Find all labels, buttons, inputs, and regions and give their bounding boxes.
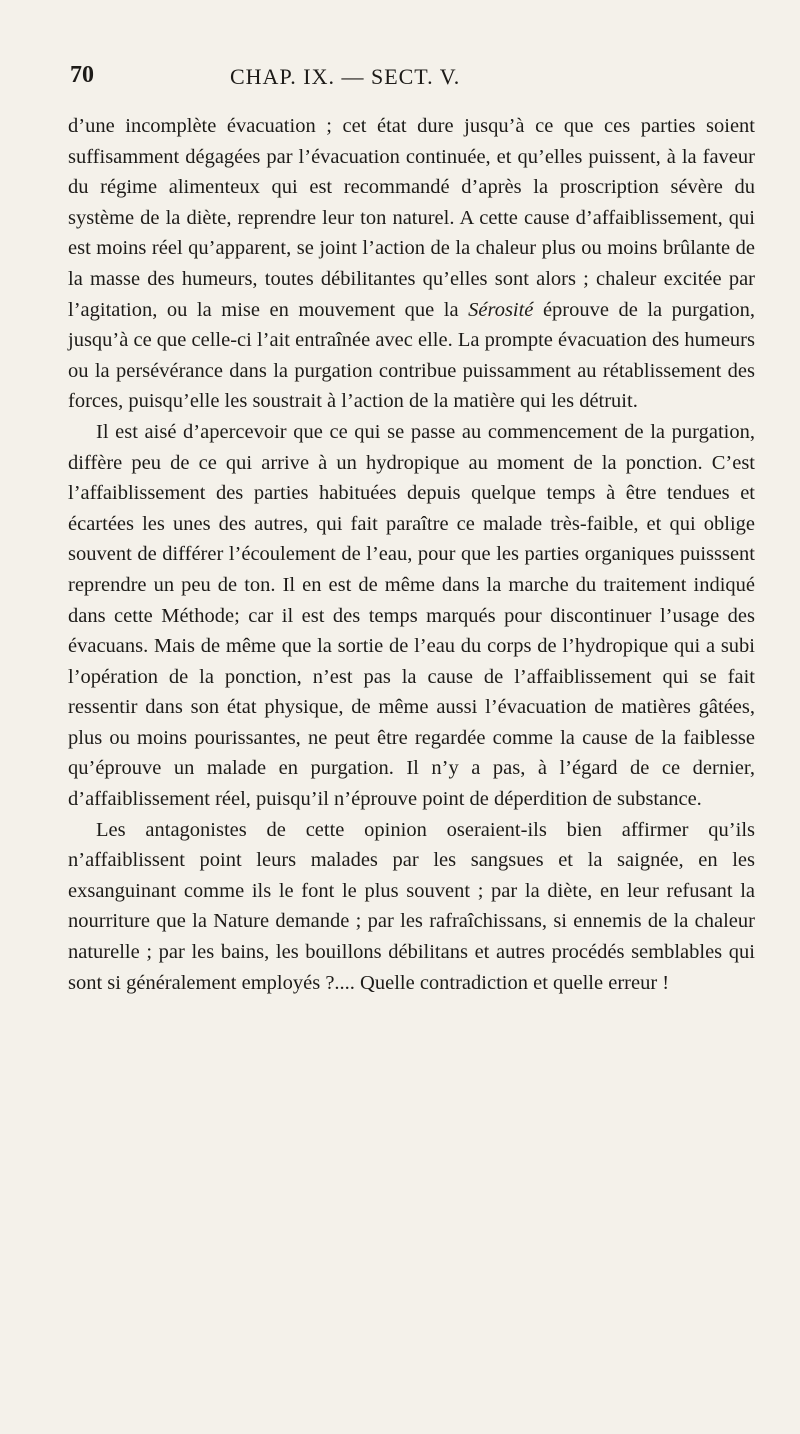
paragraph-3: Les antagonistes de cette opinion oseraient-ils bien affirmer qu’ils n’affaiblissent point leurs malades par les sangsues et la saignée, en les exsanguinant comme ils le font le plus souvent ; par la diète, en leur refusant la nourriture que la Nature demande ; par les rafraîchissans, si ennemis de la chaleur naturelle ; par les bains, les bouillons débilitans et autres procédés semblables qui sont si généralement employés ?.... Quelle contradiction et quelle erreur !: [68, 818, 755, 994]
page-header: [70, 62, 750, 94]
paragraph-2: Il est aisé d’apercevoir que ce qui se passe au commencement de la purgation, diffère peu de ce qui arrive à un hydropique au moment de la ponction. C’est l’affaiblissement des parties habituées depuis quelque temps à être tendues et écartées les unes des autres, qui fait paraître ce malade très-faible, et qui oblige souvent de différer l’écoulement de l’eau, pour que les parties organiques puisssent reprendre un peu de ton. Il en est de même dans la marche du traitement indiqué dans cette Méthode; car il est des temps marqués pour discontinuer l’usage des évacuans. Mais de même que la sortie de l’eau du corps de l’hydropique qui a subi l’opération de la ponction, n’est pas la cause de l’affaiblissement qui se fait ressentir dans son état physique, de même aussi l’évacuation de matières gâtées, plus ou moins pourissantes, ne peut être regardée comme la cause de la faiblesse qu’éprouve un malade en purgation. Il n’y a pas, à l’égard de ce dernier, d’affaiblissement réel, puisqu’il n’éprouve point de déperdition de substance.: [68, 420, 755, 811]
body-text: [68, 111, 755, 998]
italic-term-serosite: Sérosité: [468, 298, 534, 321]
page-number: 70: [70, 62, 94, 88]
paragraph-1-text-before: d’une incomplète évacuation ; cet état dure jusqu’à ce que ces parties soient suffisamment dégagées par l’évacuation continuée, et qu’elles puissent, à la faveur du régime alimenteux qui est recommandé d’après la proscription sévère du système de la diète, reprendre leur ton naturel. A cette cause d’affaiblissement, qui est moins réel qu’apparent, se joint l’action de la chaleur plus ou moins brûlante de la masse des humeurs, toutes débilitantes qu’elles sont alors ; chaleur excitée par l’agitation, ou la mise en mouvement que la: [68, 115, 755, 321]
paragraph-1-text-after: éprouve de la purgation, jusqu’à ce que celle-ci l’ait entraînée avec elle. La prompte évacuation des humeurs ou la persévérance dans la purgation contribue puissamment au rétablissement des forces, puisqu’elle les soustrait à l’action de la matière qui les détruit.: [68, 298, 756, 413]
paragraph-1: [68, 111, 755, 417]
running-head: CHAP. IX. — SECT. V.: [230, 64, 461, 89]
